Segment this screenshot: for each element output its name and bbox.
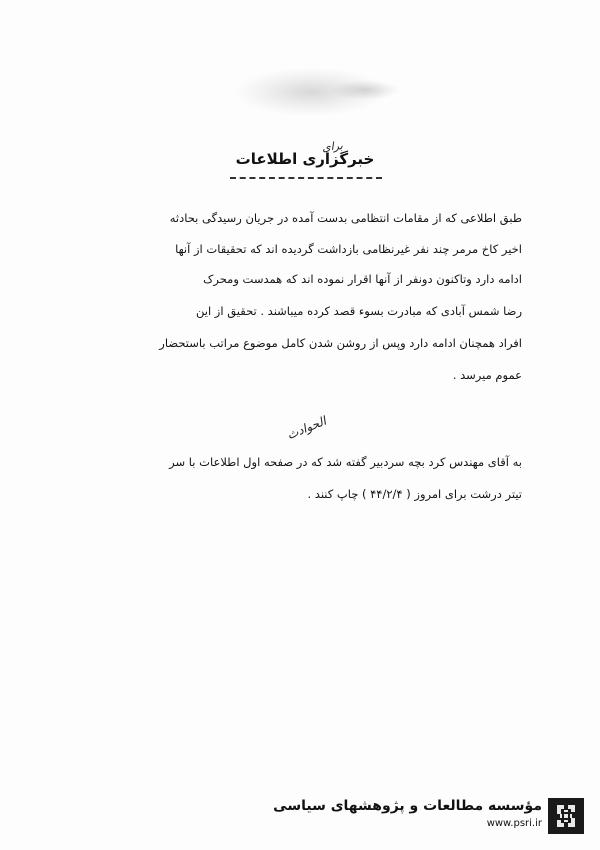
- ink-smudge: [330, 80, 400, 100]
- body-line: رضا شمس آبادی که مبادرت بسوء قصد کرده میباشند . تحقیق از این: [195, 304, 522, 318]
- body-line: عموم میرسد .: [452, 368, 522, 382]
- footer-watermark: [273, 796, 590, 834]
- handwritten-annotation-mid: الحوادث: [284, 413, 329, 443]
- institute-url: www.psri.ir: [486, 818, 542, 829]
- body-line: طبق اطلاعی که از مقامات انتظامی بدست آمده در جریان رسیدگی بحادثه: [169, 211, 522, 225]
- institute-name: مؤسسه مطالعات و پژوهشهای سیاسی: [273, 798, 542, 814]
- handwritten-annotation-top: برای: [321, 138, 344, 155]
- body-line: اخیر کاخ مرمر چند نفر غیرنظامی بازداشت گردیده اند که تحقیقات از آنها: [175, 242, 522, 256]
- document-title: خبرگزاری اطلاعات: [235, 150, 375, 168]
- title-underline: [230, 177, 382, 179]
- psri-logo-icon: [551, 801, 581, 831]
- body-line: ادامه دارد وتاکنون دونفر از آنها اقرار نموده اند که همدست ومحرک: [203, 272, 522, 286]
- psri-logo-icon: [548, 798, 584, 834]
- note-line: به آقای مهندس کرد بچه سردبیر گفته شد که در صفحه اول اطلاعات با سر: [169, 455, 522, 469]
- body-line: افراد همچنان ادامه دارد وپس از روشن شدن کامل موضوع مراتب باستحضار: [159, 336, 522, 350]
- note-line: تیتر درشت برای امروز ( ۴۴/۲/۴ ) چاپ کنند .: [307, 487, 522, 501]
